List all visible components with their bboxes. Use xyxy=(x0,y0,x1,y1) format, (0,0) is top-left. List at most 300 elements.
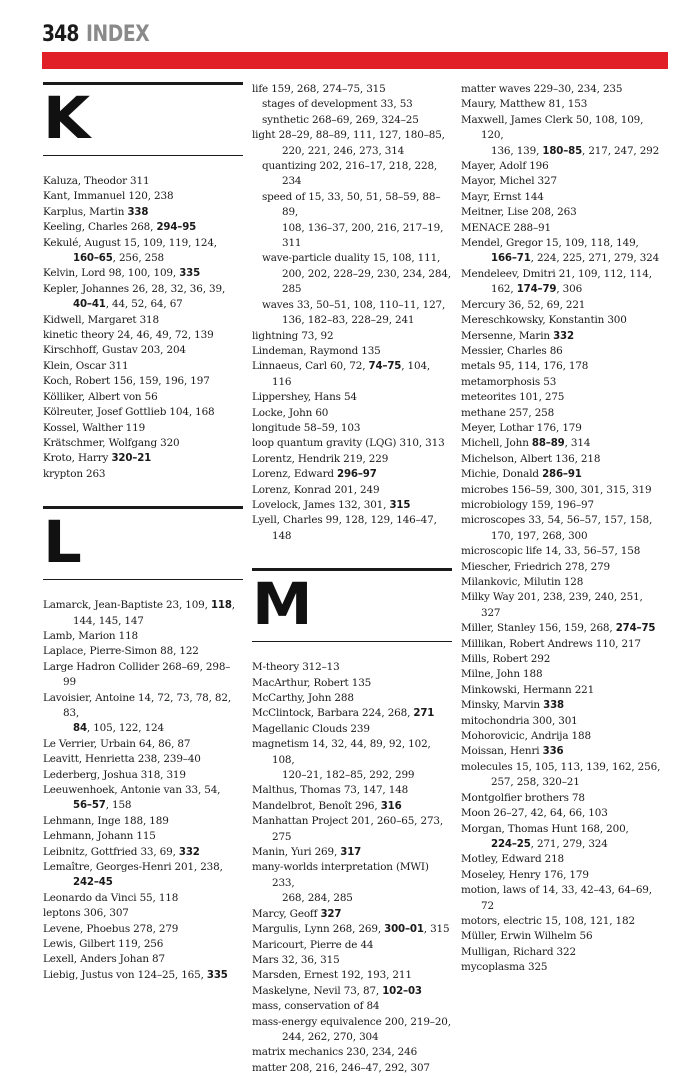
index-subentry xyxy=(262,159,452,190)
entry-text: 108, 136–37, 200, 216, 217–19, 311 xyxy=(282,221,444,250)
entry-text: Lindeman, Raymond 135 xyxy=(252,344,381,357)
index-entry xyxy=(461,945,661,960)
index-entry xyxy=(461,714,661,729)
index-entry-continuation xyxy=(43,251,243,266)
index-entry xyxy=(461,637,661,652)
index-entry-continuation xyxy=(252,1030,452,1045)
index-entry xyxy=(252,953,452,968)
entry-text: 220, 221, 246, 273, 314 xyxy=(282,144,405,157)
index-entry xyxy=(461,205,661,220)
entry-text: Margulis, Lynn 268, 269, xyxy=(252,923,385,936)
header-red-bar xyxy=(42,52,668,69)
entry-text: Leibnitz, Gottfried 33, 69, xyxy=(43,845,179,858)
entry-text: Lederberg, Joshua 318, 319 xyxy=(43,768,186,781)
entry-text: leptons 306, 307 xyxy=(43,907,129,920)
entry-text: Laplace, Pierre-Simon 88, 122 xyxy=(43,645,199,658)
entry-text: Müller, Erwin Wilhelm 56 xyxy=(461,930,593,943)
entry-text: Mereschkowsky, Konstantin 300 xyxy=(461,314,627,327)
entry-text: Mohorovicic, Andrija 188 xyxy=(461,730,591,743)
bold-page-ref: 102–03 xyxy=(382,985,422,997)
index-entry xyxy=(43,236,243,251)
entry-text: , 158 xyxy=(105,799,132,812)
entry-text: 162, xyxy=(491,283,517,296)
index-entry xyxy=(43,328,243,343)
entry-text: many-worlds interpretation (MWI) 233, xyxy=(252,861,429,889)
index-entry xyxy=(43,906,243,921)
entry-text: Koch, Robert 156, 159, 196, 197 xyxy=(43,375,210,388)
bold-page-ref: 88–89 xyxy=(531,438,565,450)
entry-text: , 105, 122, 124 xyxy=(86,722,164,735)
entry-text: kinetic theory 24, 46, 49, 72, 139 xyxy=(43,329,214,342)
entry-text: longitude 58–59, 103 xyxy=(252,421,361,434)
section-gap xyxy=(43,482,243,506)
index-entry xyxy=(252,390,452,405)
entry-text: Large Hadron Collider 268–69, 298–99 xyxy=(43,660,231,689)
entry-text: speed of 15, 33, 50, 51, 58–59, 88–89, xyxy=(262,190,441,219)
index-entry xyxy=(43,829,243,844)
entry-text: motion, laws of 14, 33, 42–43, 64–69, 72 xyxy=(461,884,652,912)
letter-heading-block xyxy=(43,82,243,156)
bold-page-ref: 336 xyxy=(542,746,564,758)
index-entry-continuation xyxy=(43,721,243,736)
entry-text: MENACE 288–91 xyxy=(461,221,551,234)
entry-text: Kölliker, Albert von 56 xyxy=(43,390,158,403)
entry-text: Michell, John xyxy=(461,437,532,450)
index-entry xyxy=(43,374,243,389)
entry-text: Montgolfier brothers 78 xyxy=(461,791,585,804)
bold-page-ref: 332 xyxy=(178,846,200,858)
entry-text: matter 208, 216, 246–47, 292, 307 xyxy=(252,1061,430,1074)
bold-page-ref: 166–71 xyxy=(491,253,531,265)
index-entry-continuation xyxy=(461,775,661,790)
index-entry xyxy=(461,436,661,451)
index-entry xyxy=(461,375,661,390)
index-entry xyxy=(252,421,452,436)
entry-text: 200, 202, 228–29, 230, 234, 284, 285 xyxy=(282,267,451,296)
entry-text: lightning 73, 92 xyxy=(252,329,334,342)
index-entry xyxy=(461,97,661,112)
entry-text: , xyxy=(231,599,235,612)
section-letter: L xyxy=(43,508,82,577)
entry-text: Lexell, Anders Johan 87 xyxy=(43,953,165,966)
entry-text: metamorphosis 53 xyxy=(461,375,557,388)
index-entry xyxy=(252,1045,452,1060)
index-entry xyxy=(252,436,452,451)
bold-page-ref: 74–75 xyxy=(368,361,402,373)
entry-text: Manin, Yuri 269, xyxy=(252,846,341,859)
index-entry xyxy=(461,929,661,944)
bold-page-ref: 160–65 xyxy=(73,253,113,265)
entry-text: Lavoisier, Antoine 14, 72, 73, 78, 82, 83, xyxy=(43,691,232,719)
entry-text: , 44, 52, 64, 67 xyxy=(105,298,183,311)
entry-text: Messier, Charles 86 xyxy=(461,344,563,357)
entry-text: 244, 262, 270, 304 xyxy=(282,1030,379,1043)
index-entry-continuation xyxy=(461,251,661,266)
bold-page-ref: 118 xyxy=(210,600,232,612)
bold-page-ref: 338 xyxy=(127,206,149,218)
index-entry xyxy=(43,783,243,798)
entry-text: Milne, John 188 xyxy=(461,668,543,681)
index-entry xyxy=(461,406,661,421)
section-title: INDEX xyxy=(86,22,150,47)
entry-text: microscopic life 14, 33, 56–57, 158 xyxy=(461,545,641,558)
bold-page-ref: 315 xyxy=(389,499,411,511)
entry-text: Lorenz, Konrad 201, 249 xyxy=(252,483,380,496)
entry-text: Leonardo da Vinci 55, 118 xyxy=(43,891,179,904)
bold-page-ref: 335 xyxy=(179,268,201,280)
index-entry xyxy=(43,968,243,983)
index-entry xyxy=(252,483,452,498)
index-entry xyxy=(43,691,243,722)
entry-text: Kekulé, August 15, 109, 119, 124, xyxy=(43,236,217,249)
entry-text: Lamb, Marion 118 xyxy=(43,629,139,642)
index-entry xyxy=(252,814,452,845)
entry-text: Kepler, Johannes 26, 28, 32, 36, 39, xyxy=(43,282,226,295)
entry-text: Mayor, Michel 327 xyxy=(461,175,557,188)
bold-page-ref: 332 xyxy=(553,330,574,342)
index-entry xyxy=(461,652,661,667)
index-column-2 xyxy=(252,82,452,1076)
entry-text: Kant, Immanuel 120, 238 xyxy=(43,190,174,203)
entry-text: metals 95, 114, 176, 178 xyxy=(461,360,589,373)
entry-text: Lorentz, Hendrik 219, 229 xyxy=(252,452,389,465)
index-entry xyxy=(43,768,243,783)
bold-page-ref: 271 xyxy=(413,708,435,720)
entry-text: Minkowski, Hermann 221 xyxy=(461,683,595,696)
index-entry xyxy=(43,598,243,613)
entry-text: Kaluza, Theodor 311 xyxy=(43,175,150,187)
entry-text: methane 257, 258 xyxy=(461,406,555,419)
index-entry xyxy=(252,513,452,544)
entry-text: Mayr, Ernst 144 xyxy=(461,190,544,203)
index-entry xyxy=(43,814,243,829)
index-entry xyxy=(461,621,661,636)
index-entry xyxy=(43,937,243,952)
entry-text: Milankovic, Milutin 128 xyxy=(461,576,584,588)
index-entry xyxy=(252,82,452,97)
index-entry-continuation xyxy=(43,875,243,890)
index-entry xyxy=(252,676,452,691)
entry-text: Karplus, Martin xyxy=(43,205,128,218)
entry-text: Mendeleev, Dmitri 21, 109, 112, 114, xyxy=(461,267,652,280)
index-entry xyxy=(252,660,452,675)
index-entry-continuation xyxy=(252,891,452,906)
bold-page-ref: 274–75 xyxy=(615,623,656,635)
entry-text: Michie, Donald xyxy=(461,468,543,481)
bold-page-ref: 242–45 xyxy=(73,877,113,889)
index-entry xyxy=(43,467,243,482)
index-entry xyxy=(461,113,661,144)
index-subentry xyxy=(262,97,452,112)
index-entry-continuation xyxy=(461,529,661,544)
index-entry xyxy=(461,82,661,97)
index-entry xyxy=(461,298,661,313)
entry-text: matter waves 229–30, 234, 235 xyxy=(461,83,623,95)
bold-page-ref: 40–41 xyxy=(73,299,106,311)
entry-text: , 315 xyxy=(423,923,450,936)
index-entry-continuation xyxy=(461,144,661,159)
index-entry xyxy=(43,845,243,860)
entry-text: Mandelbrot, Benoît 296, xyxy=(252,799,381,812)
entry-text: Kidwell, Margaret 318 xyxy=(43,313,159,326)
index-entry xyxy=(43,205,243,220)
index-entry xyxy=(43,390,243,405)
index-entry xyxy=(252,691,452,706)
index-entry xyxy=(461,467,661,482)
index-subentry xyxy=(262,113,452,128)
entry-text: Levene, Phoebus 278, 279 xyxy=(43,922,179,935)
index-entry xyxy=(461,883,661,914)
entry-text: Krätschmer, Wolfgang 320 xyxy=(43,436,180,449)
entry-text: microbes 156–59, 300, 301, 315, 319 xyxy=(461,483,652,496)
bold-page-ref: 327 xyxy=(320,908,342,920)
index-entry xyxy=(461,791,661,806)
index-column-3 xyxy=(461,82,661,976)
index-column-1 xyxy=(43,82,243,983)
section-letter: K xyxy=(43,84,91,152)
entry-text: Miller, Stanley 156, 159, 268, xyxy=(461,622,616,635)
index-entry-continuation xyxy=(252,221,452,252)
index-entry xyxy=(43,359,243,374)
entry-text: Morgan, Thomas Hunt 168, 200, xyxy=(461,822,629,835)
entry-text: Locke, John 60 xyxy=(252,406,329,419)
entry-text: Moseley, Henry 176, 179 xyxy=(461,868,589,881)
index-entry xyxy=(461,683,661,698)
entry-text: waves 33, 50–51, 108, 110–11, 127, xyxy=(262,298,446,311)
index-entry xyxy=(461,190,661,205)
entry-text: wave-particle duality 15, 108, 111, xyxy=(262,252,441,265)
entry-text: Leavitt, Henrietta 238, 239–40 xyxy=(43,753,201,766)
entry-text: motors, electric 15, 108, 121, 182 xyxy=(461,914,635,927)
entry-text: Marcy, Geoff xyxy=(252,907,321,920)
index-entry xyxy=(461,236,661,251)
entry-text: Lippershey, Hans 54 xyxy=(252,391,357,404)
entry-text: Magellanic Clouds 239 xyxy=(252,722,370,735)
bold-page-ref: 335 xyxy=(206,969,228,981)
index-entry xyxy=(252,344,452,359)
entry-text: , 104, 116 xyxy=(272,360,431,388)
entry-text: 120–21, 182–85, 292, 299 xyxy=(282,769,415,782)
index-entry xyxy=(252,406,452,421)
index-entry xyxy=(252,1061,452,1076)
entry-text: krypton 263 xyxy=(43,467,106,480)
entry-text: mass-energy equivalence 200, 219–20, xyxy=(252,1015,451,1028)
entry-text: light 28–29, 88–89, 111, 127, 180–85, xyxy=(252,129,445,142)
index-entry xyxy=(461,483,661,498)
index-entry xyxy=(461,159,661,174)
index-entry-continuation xyxy=(252,768,452,783)
entry-text: loop quantum gravity (LQG) 310, 313 xyxy=(252,437,445,450)
bold-page-ref: 180–85 xyxy=(542,145,583,157)
index-entry xyxy=(252,722,452,737)
entry-text: 144, 145, 147 xyxy=(73,614,144,627)
index-entry xyxy=(43,313,243,328)
entry-text: Liebig, Justus von 124–25, 165, xyxy=(43,968,207,981)
entry-text: Mayer, Adolf 196 xyxy=(461,160,549,173)
index-entry xyxy=(43,405,243,420)
entry-text: microscopes 33, 54, 56–57, 157, 158, xyxy=(461,514,653,527)
index-entry xyxy=(461,313,661,328)
index-subentry xyxy=(262,251,452,266)
index-entry-continuation xyxy=(43,798,243,813)
index-entry xyxy=(252,999,452,1014)
index-entry xyxy=(461,421,661,436)
index-entry xyxy=(43,282,243,297)
index-entry xyxy=(43,752,243,767)
bold-page-ref: 286–91 xyxy=(542,469,582,481)
index-entry xyxy=(252,860,452,891)
index-entry xyxy=(461,560,661,575)
entry-text: Keeling, Charles 268, xyxy=(43,221,157,234)
page-header xyxy=(42,22,160,52)
entry-text: Mills, Robert 292 xyxy=(461,653,551,666)
entry-text: quantizing 202, 216–17, 218, 228, 234 xyxy=(262,160,438,188)
index-entry xyxy=(252,359,452,390)
index-entry xyxy=(43,343,243,358)
index-entry xyxy=(43,629,243,644)
entry-text: Lyell, Charles 99, 128, 129, 146–47, 148 xyxy=(252,514,437,542)
index-entry xyxy=(43,189,243,204)
index-entry xyxy=(252,984,452,999)
bold-page-ref: 294–95 xyxy=(156,222,197,234)
index-entry-continuation xyxy=(252,267,452,298)
index-entry xyxy=(252,938,452,953)
bold-page-ref: 84 xyxy=(73,723,87,735)
entry-text: M-theory 312–13 xyxy=(252,661,340,674)
index-entry xyxy=(252,783,452,798)
entry-text: Lehmann, Johann 115 xyxy=(43,830,156,843)
entry-text: Mendel, Gregor 15, 109, 118, 149, xyxy=(461,237,639,250)
index-entry-continuation xyxy=(252,144,452,159)
entry-text: Michelson, Albert 136, 218 xyxy=(461,452,601,465)
index-entry xyxy=(461,359,661,374)
entry-text: matrix mechanics 230, 234, 246 xyxy=(252,1046,418,1059)
bold-page-ref: 300–01 xyxy=(384,924,424,936)
entry-text: Milky Way 201, 238, 239, 240, 251, 327 xyxy=(461,591,643,619)
index-entry xyxy=(252,498,452,513)
index-entry xyxy=(43,644,243,659)
index-entry xyxy=(461,914,661,929)
index-entry xyxy=(43,660,243,691)
entry-text: 136, 139, xyxy=(491,144,543,157)
index-entry xyxy=(461,868,661,883)
index-entry xyxy=(43,174,243,189)
index-entry-continuation xyxy=(43,297,243,312)
index-entry xyxy=(252,968,452,983)
entry-text: , 256, 258 xyxy=(112,252,165,265)
index-entry-continuation xyxy=(252,313,452,328)
index-entry xyxy=(43,860,243,875)
entry-text: Lewis, Gilbert 119, 256 xyxy=(43,938,164,951)
entry-text: Lamarck, Jean-Baptiste 23, 109, xyxy=(43,599,211,612)
entry-text: 268, 284, 285 xyxy=(282,892,353,905)
index-entry xyxy=(252,1015,452,1030)
entry-text: mycoplasma 325 xyxy=(461,961,548,974)
bold-page-ref: 320–21 xyxy=(111,453,152,465)
index-entry xyxy=(461,174,661,189)
index-entry xyxy=(252,128,452,143)
entry-text: , 314 xyxy=(564,437,591,450)
entry-text: Lemaître, Georges-Henri 201, 238, xyxy=(43,861,223,874)
index-entry xyxy=(461,344,661,359)
index-entry xyxy=(461,390,661,405)
entry-text: Lehmann, Inge 188, 189 xyxy=(43,814,169,827)
entry-text: stages of development 33, 53 xyxy=(262,98,413,111)
bold-page-ref: 317 xyxy=(340,847,362,859)
entry-text: Minsky, Marvin xyxy=(461,699,544,712)
index-entry xyxy=(461,806,661,821)
entry-text: , 224, 225, 271, 279, 324 xyxy=(530,252,660,265)
entry-text: Malthus, Thomas 73, 147, 148 xyxy=(252,784,409,797)
index-entry xyxy=(461,822,661,837)
index-entry xyxy=(43,436,243,451)
index-entry xyxy=(43,220,243,235)
index-entry xyxy=(461,590,661,621)
entry-text: magnetism 14, 32, 44, 89, 92, 102, 108, xyxy=(252,738,431,766)
index-entry xyxy=(461,729,661,744)
bold-page-ref: 296–97 xyxy=(337,469,377,481)
entry-text: Linnaeus, Carl 60, 72, xyxy=(252,360,369,373)
index-entry xyxy=(461,667,661,682)
entry-text: Maskelyne, Nevil 73, 87, xyxy=(252,984,383,997)
index-entry xyxy=(252,706,452,721)
index-entry xyxy=(43,737,243,752)
entry-text: Mulligan, Richard 322 xyxy=(461,945,576,958)
entry-text: 136, 182–83, 228–29, 241 xyxy=(282,314,415,327)
bold-page-ref: 56–57 xyxy=(73,800,106,812)
entry-text: Marsden, Ernest 192, 193, 211 xyxy=(252,969,412,982)
bold-page-ref: 338 xyxy=(543,700,564,712)
entry-text: Kelvin, Lord 98, 100, 109, xyxy=(43,267,180,280)
entry-text: meteorites 101, 275 xyxy=(461,391,565,404)
index-subentry xyxy=(262,190,452,221)
section-letter: M xyxy=(252,570,313,639)
index-entry xyxy=(252,922,452,937)
letter-heading-block xyxy=(43,506,243,580)
index-entry xyxy=(252,907,452,922)
entry-text: Mercury 36, 52, 69, 221 xyxy=(461,298,586,311)
index-entry xyxy=(43,952,243,967)
index-entry xyxy=(461,452,661,467)
index-entry xyxy=(461,329,661,344)
entry-text: Lovelock, James 132, 301, xyxy=(252,498,390,511)
entry-text: , 271, 279, 324 xyxy=(530,837,608,850)
index-entry xyxy=(461,698,661,713)
entry-text: mass, conservation of 84 xyxy=(252,1000,380,1013)
entry-text: mitochondria 300, 301 xyxy=(461,714,578,727)
entry-text: Maxwell, James Clerk 50, 108, 109, 120, xyxy=(461,113,644,142)
index-entry xyxy=(461,575,661,590)
index-entry xyxy=(252,737,452,768)
index-entry xyxy=(43,266,243,281)
index-entry xyxy=(461,744,661,759)
entry-text: Moissan, Henri xyxy=(461,745,543,758)
entry-text: life 159, 268, 274–75, 315 xyxy=(252,83,386,95)
entry-text: synthetic 268–69, 269, 324–25 xyxy=(262,113,419,126)
entry-text: Kölreuter, Josef Gottlieb 104, 168 xyxy=(43,406,215,419)
index-entry xyxy=(461,498,661,513)
index-entry xyxy=(252,467,452,482)
entry-text: Mersenne, Marin xyxy=(461,329,554,342)
entry-text: , 217, 247, 292 xyxy=(582,144,660,157)
entry-text: Leeuwenhoek, Antonie van 33, 54, xyxy=(43,784,221,796)
entry-text: Kossel, Walther 119 xyxy=(43,421,146,434)
entry-text: Kirschhoff, Gustav 203, 204 xyxy=(43,344,186,357)
entry-text: Meitner, Lise 208, 263 xyxy=(461,206,577,219)
entry-text: Millikan, Robert Andrews 110, 217 xyxy=(461,637,641,650)
entry-text: Miescher, Friedrich 278, 279 xyxy=(461,560,611,573)
entry-text: Motley, Edward 218 xyxy=(461,853,565,866)
